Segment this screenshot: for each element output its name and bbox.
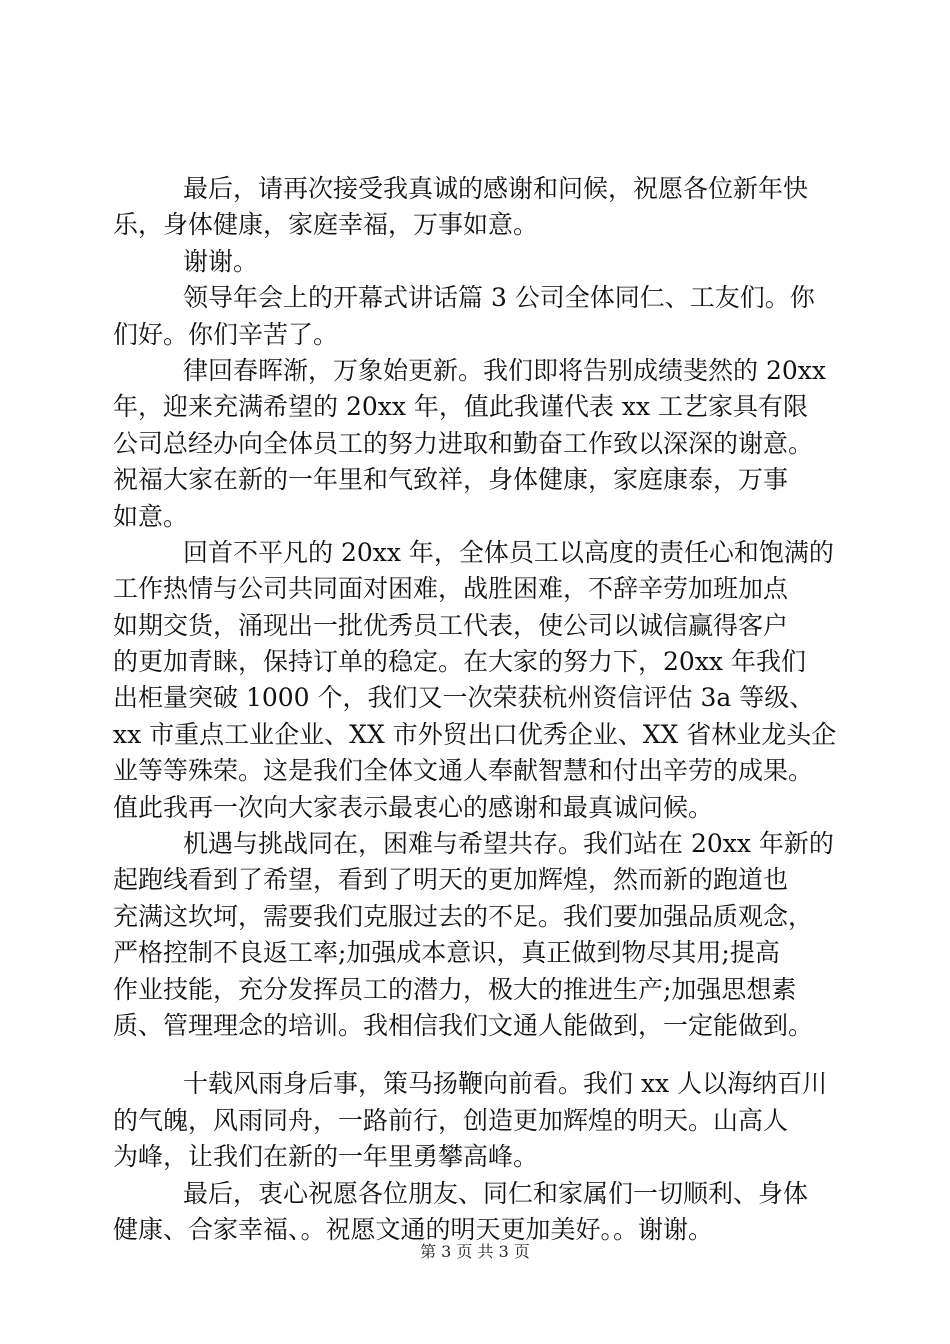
paragraph (113, 1176, 843, 1249)
text-line: 最后，请再次接受我真诚的感谢和问候，祝愿各位新年快 (183, 174, 809, 203)
paragraph (113, 1066, 843, 1175)
text-line: 如期交货，涌现出一批优秀员工代表，使公司以诚信赢得客户 (113, 610, 789, 640)
text-line: 为峰，让我们在新的一年里勇攀高峰。 (113, 1142, 539, 1172)
text-line: 律回春晖渐，万象始更新。我们即将告别成绩斐然的 20xx (183, 355, 826, 385)
paragraph-spacer (113, 1044, 843, 1066)
paragraph (113, 826, 843, 1044)
paragraph (113, 171, 843, 244)
document-body (113, 171, 843, 1248)
paragraph (113, 244, 843, 280)
text-line: 业等等殊荣。这是我们全体文通人奉献智慧和付出辛劳的成果。 (113, 756, 814, 786)
text-line: 年，迎来充满希望的 20xx 年，值此我谨代表 xx 工艺家具有限 (113, 392, 808, 422)
text-line: 起跑线看到了希望，看到了明天的更加辉煌，然而新的跑道也 (113, 865, 789, 895)
text-line: 们好。你们辛苦了。 (113, 319, 339, 349)
text-line: 作业技能，充分发挥员工的潜力，极大的推进生产;加强思想素 (113, 974, 797, 1004)
text-line: 质、管理理念的培训。我相信我们文通人能做到，一定能做到。 (113, 1010, 814, 1040)
text-line: 领导年会上的开幕式讲话篇 3 公司全体同仁、工友们。你 (183, 283, 815, 313)
text-line: 最后，衷心祝愿各位朋友、同仁和家属们一切顺利、身体 (183, 1178, 809, 1208)
paragraph (113, 535, 843, 826)
text-line: 值此我再一次向大家表示最衷心的感谢和最真诚问候。 (113, 792, 714, 822)
text-line: 严格控制不良返工率;加强成本意识，真正做到物尽其用;提高 (113, 938, 780, 968)
text-line: 工作热情与公司共同面对困难，战胜困难，不辞辛劳加班加点 (113, 574, 789, 604)
text-line: 充满这坎坷，需要我们克服过去的不足。我们要加强品质观念， (113, 901, 814, 931)
text-line: 出柜量突破 1000 个，我们又一次荣获杭州资信评估 3a 等级、 (113, 683, 815, 713)
text-line: 祝福大家在新的一年里和气致祥，身体健康，家庭康泰，万事 (113, 465, 789, 495)
text-line: 如意。 (113, 501, 189, 531)
text-line: 机遇与挑战同在，困难与希望共存。我们站在 20xx 年新的 (183, 829, 834, 859)
page-number-footer: 第 3 页 共 3 页 (420, 1242, 530, 1261)
text-line: 乐，身体健康，家庭幸福，万事如意。 (113, 210, 539, 240)
text-line: 谢谢。 (183, 246, 259, 276)
text-line: 十载风雨身后事，策马扬鞭向前看。我们 xx 人以海纳百川 (183, 1069, 828, 1099)
paragraph (113, 353, 843, 535)
text-line: 健康、合家幸福、。祝愿文通的明天更加美好。。谢谢。 (113, 1214, 714, 1244)
text-line: 公司总经办向全体员工的努力进取和勤奋工作致以深深的谢意。 (113, 428, 814, 458)
text-line: 的气魄，风雨同舟，一路前行，创造更加辉煌的明天。山高人 (113, 1105, 789, 1135)
text-line: xx 市重点工业企业、XX 市外贸出口优秀企业、XX 省林业龙头企 (113, 719, 837, 749)
paragraph (113, 280, 843, 353)
text-line: 的更加青睐，保持订单的稳定。在大家的努力下，20xx 年我们 (113, 647, 806, 677)
text-line: 回首不平凡的 20xx 年，全体员工以高度的责任心和饱满的 (183, 537, 834, 567)
